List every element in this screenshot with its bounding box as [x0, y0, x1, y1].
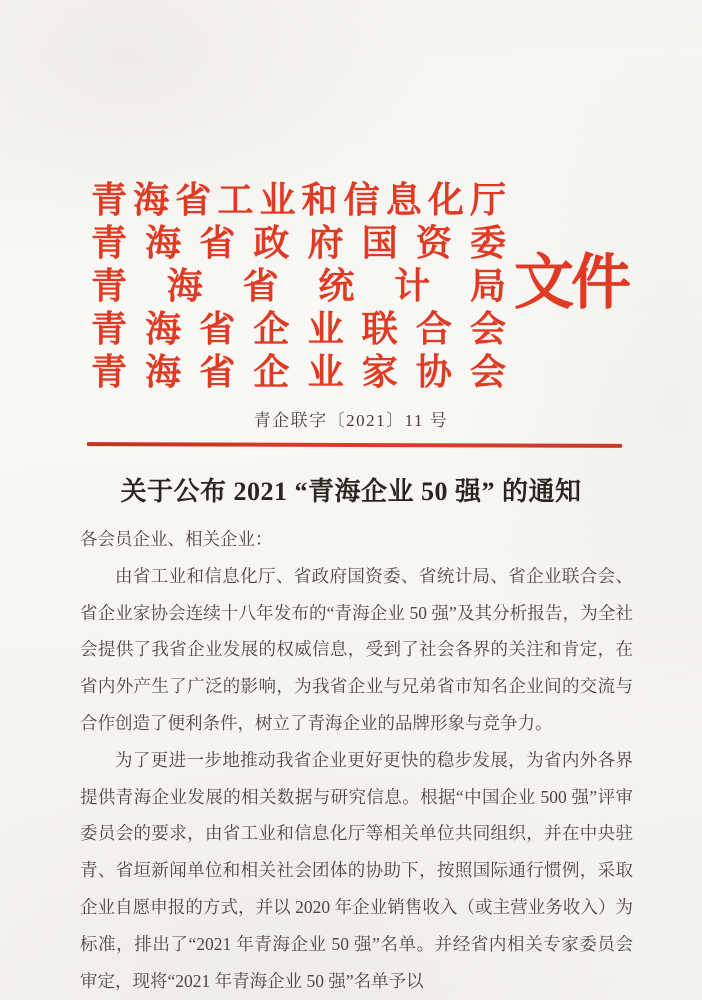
agency-line-2: 青 海 省 政 府 国 资 委: [91, 223, 506, 263]
document-label: 文件: [514, 250, 628, 316]
body-paragraph-1: 由省工业和信息化厅、省政府国资委、省统计局、省企业联合会、省企业家协会连续十八年发布的“青海企业 50 强”及其分析报告，为全社会提供了我省企业发展的权威信息，受到了社会各界的关注和肯定，在省内外产生了广泛的影响，为我省企业与兄弟省市知名企业间的交流与合作创造了便利条件，树立了青海企业的品牌形象与竞争力。: [80, 565, 633, 733]
document-title: 关于公布 2021 “青海企业 50 强” 的通知: [120, 477, 582, 506]
letterhead-agencies: [91, 181, 506, 396]
red-divider-line: [87, 442, 622, 448]
agency-line-1: 青 海 省 工 业 和 信 息 化 厅: [91, 180, 506, 220]
document-number: 青企联字〔2021〕11 号: [253, 411, 449, 430]
agency-line-4: 青 海 省 企 业 联 合 会: [91, 309, 506, 349]
body-paragraph-2: 为了更进一步地推动我省企业更好更快的稳步发展，为省内外各界提供青海企业发展的相关数据与研究信息。根据“中国企业 500 强”评审委员会的要求，由省工业和信息化厅等相关单位共同组织，并在中央驻青、省垣新闻单位和相关社会团体的协助下，按照国际通行惯例，采取企业自愿申报的方式，并以 2020 年企业销售收入（或主营业务收入）为标准，排出了“2021 年青海企业 50 强”名单。并经省内相关专家委员会审定，现将“2021 年青海企业 50 强”名单予以: [80, 749, 633, 991]
salutation: 各会员企业、相关企业：: [80, 529, 273, 549]
agency-line-5: 青 海 省 企 业 家 协 会: [91, 352, 506, 392]
agency-line-3: 青 海 省 统 计 局: [91, 266, 506, 306]
document-body: [80, 521, 633, 999]
